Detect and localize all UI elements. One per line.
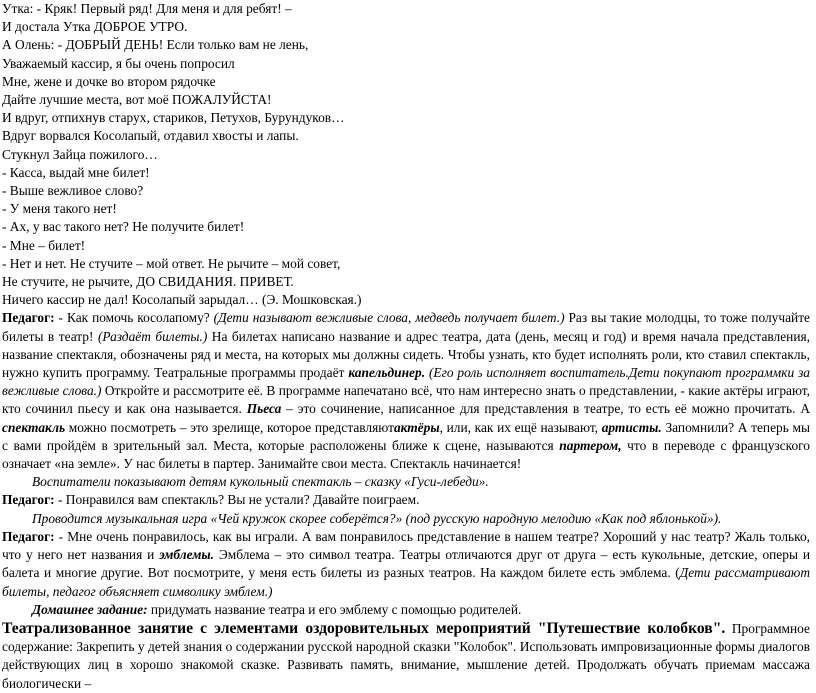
teacher-paragraph-1 [2,309,810,473]
text-run: Эмблема – это символ театра. Театры отличаются друг от друга – есть кукольные, детские, оперы и балета и многие другие. Вот посмотрите, у меня есть билеты из разных театров. На каждом билете есть эмблема. ( [2,547,810,581]
text-run: можно посмотреть – это зрелище, которое представляют [65,419,394,435]
note-puppet-show [2,473,810,491]
poem-line: Утка: - Кряк! Первый ряд! Для меня и для ребят! – [2,1,292,16]
poem-line: И достала Утка ДОБРОЕ УТРО. [2,19,188,35]
speaker-label: Педагог: [2,528,55,544]
poem-line: - У меня такого нет! [2,201,117,217]
term-parter: партером, [559,437,622,453]
teacher-paragraph-2 [2,491,810,509]
text-run: Раз вы такие молодцы, то тоже получайте билеты в театр! [2,310,810,344]
text-run: – это сочинение, написанное для представления в театре, то есть её можно прочитать. А [281,401,810,417]
note-text: Проводится музыкальная игра «Чей кружок скорее соберётся?» (под русскую народную мелодию «Как под яблонькой»). [32,510,722,526]
text-run: - Мне очень понравилось, как вы играли. А вам понравилось представление в нашем театре? Хороший у нас театр? Жаль только, что у него нет названия и [2,528,810,563]
stage-direction: (Раздаёт билеты.) [97,328,208,344]
term-piesa: Пьеса [246,401,282,417]
text-run: Откройте и рассмотрите её. В программе напечатано всё, что нам интересно знать о представлении, - какие актёры играют, кто сочинил пьесу и как она называется. [2,383,811,417]
poem-line: - Касса, выдай мне билет! [2,164,150,180]
poem-line: - Ах, у вас такого нет? Не получите билет! [2,219,245,235]
term-kapeldiner: капельдинер. [348,365,426,381]
poem-line: Стукнул Зайца пожилого… [2,146,158,162]
poem-line: - Выше вежливое слово? [2,183,144,199]
speaker-label: Педагог: [2,310,55,326]
speaker-label: Педагог: [2,492,55,508]
poem [2,0,810,309]
homework-text: придумать название театра и его эмблему с помощью родителей. [147,601,522,617]
stage-direction: Дети рассматривают билеты, педагог объясняет символику эмблем.) [2,565,811,599]
homework-label: Домашнее задание: [32,601,148,617]
section-paragraph [2,619,810,693]
text-run: На билетах написано название и адрес театра, дата (день, месяц и год) и время начала представления, название спектакля, обозначены ряд и места, на которых мы должны сидеть. Чтобы узнать, кто будет исполнять роли, кто ставил спектакль, нужно купить программу. Театральные программы продаёт [2,328,810,381]
stage-direction: (Дети называют вежливые слова, медведь получает билет.) [213,310,565,326]
poem-line: Дайте лучшие места, вот моё ПОЖАЛУЙСТА! [2,92,272,108]
term-aktery: актёры [393,419,440,435]
term-artisty: артисты. [601,419,662,435]
teacher-paragraph-3 [2,528,810,601]
homework [2,601,810,619]
poem-line: Ничего кассир не дал! Косолапый зарыдал… (Э. Мошковская.) [2,292,362,308]
poem-line: И вдруг, отпихнув старух, стариков, Петухов, Бурундуков… [2,110,345,126]
poem-line: Мне, жене и дочке во втором рядочке [2,73,216,89]
text-run: Запомнили? А теперь мы с вами пройдём в зрительный зал. Места, которые расположены ближе к сцене, называются [2,419,810,453]
stage-direction: (Его роль исполняет воспитатель.Дети покупают программки за вежливые слова.) [2,365,811,399]
note-text: Воспитатели показывают детям кукольный спектакль – сказку «Гуси-лебеди». [32,474,489,490]
section-text: Программное содержание: Закрепить у детей знания о содержании русской народной сказки "Колобок". Использовать импровизационные формы диалогов действующих лиц в хорошо знакомой сказке. Развивать память, внимание, мышление детей. Продолжать обучать приемам массажа биологически – [2,620,810,691]
section-title: Театрализованное занятие с элементами оздоровительных мероприятий "Путешествие колобков". [2,619,726,637]
poem-line: - Нет и нет. Не стучите – мой ответ. Не рычите – мой совет, [2,255,341,271]
poem-line: - Мне – билет! [2,237,86,253]
text-run: - Понравился вам спектакль? Вы не устали? Давайте поиграем. [54,492,420,508]
poem-line: Уважаемый кассир, я бы очень попросил [2,55,235,71]
term-emblemy: эмблемы. [159,547,215,563]
text-run: - Как помочь косолапому? [54,310,214,326]
poem-line: Не стучите, не рычите, ДО СВИДАНИЯ. ПРИВЕТ. [2,274,294,290]
poem-line: А Олень: - ДОБРЫЙ ДЕНЬ! Если только вам не лень, [2,37,309,53]
text-run: , или, как их ещё называют, [439,419,602,435]
text-run: что в переводе с французского означает «на земле». У нас билеты в партер. Занимайте свои места. Спектакль начинается! [2,437,810,472]
poem-line: Вдруг ворвался Косолапый, отдавил хвосты и лапы. [2,128,299,144]
term-spektakl: спектакль [2,419,66,435]
note-music-game [2,510,810,528]
